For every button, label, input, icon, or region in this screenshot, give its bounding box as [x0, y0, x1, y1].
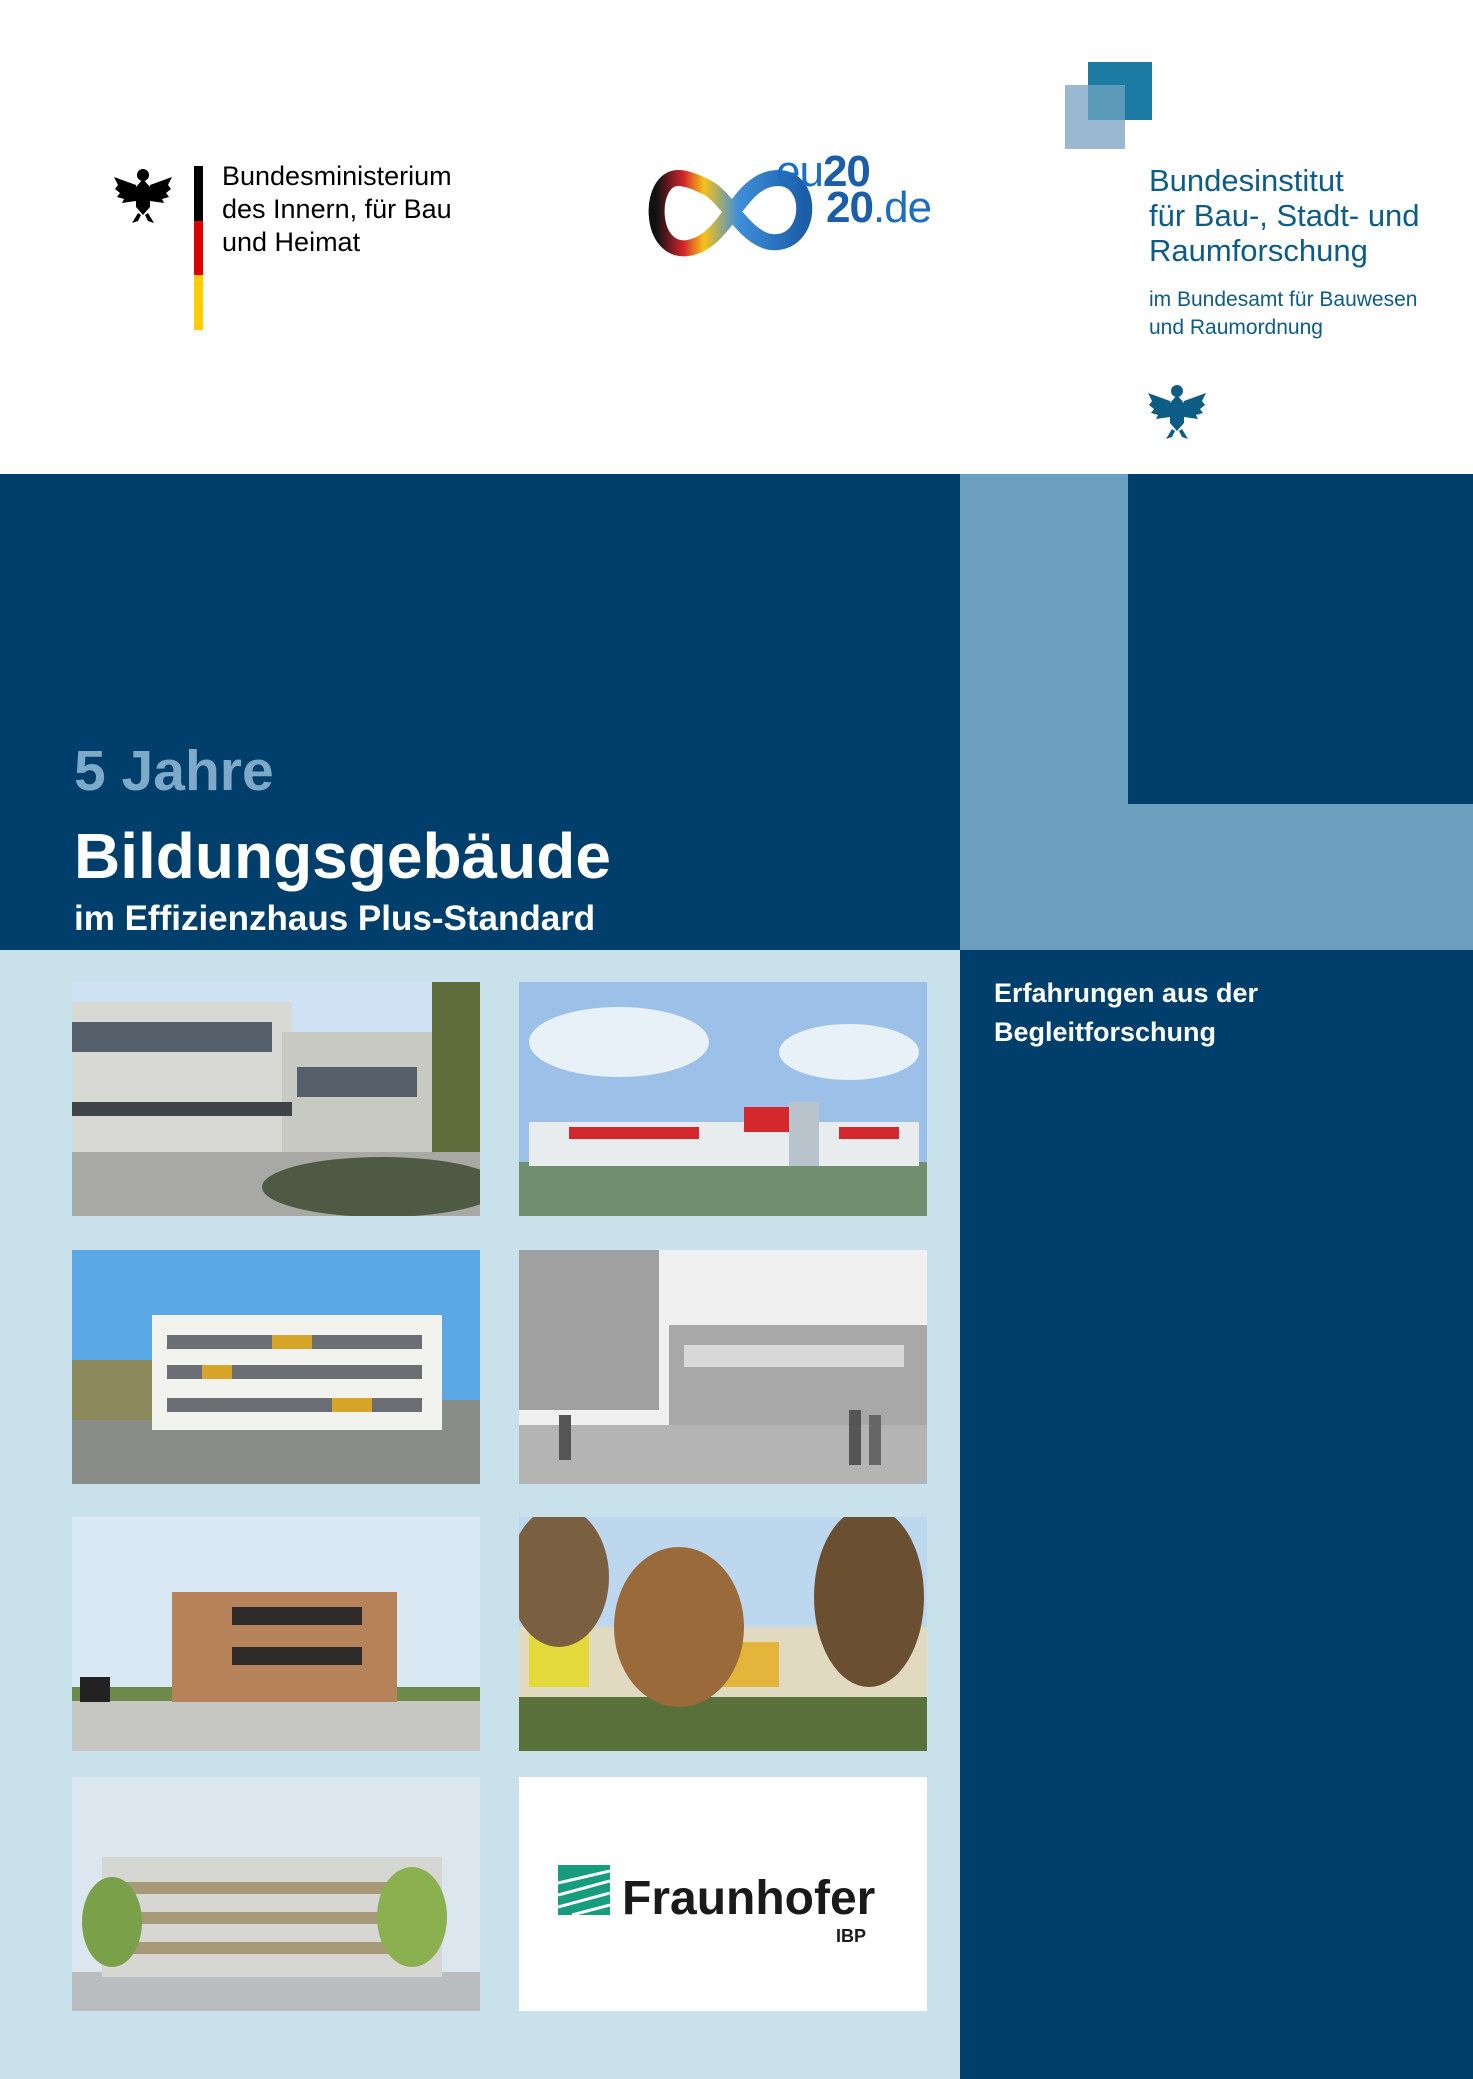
side-text-line: Begleitforschung — [994, 1017, 1217, 1047]
side-text-line: Erfahrungen aus der — [994, 978, 1259, 1008]
bbsr-line: Bundesinstitut — [1149, 163, 1344, 198]
side-panel-square — [1128, 474, 1473, 804]
fraunhofer-unit: IBP — [836, 1926, 867, 1946]
bbsr-logo-square — [1088, 85, 1125, 120]
bbsr-title — [1149, 163, 1420, 268]
cover-years: 5 Jahre — [74, 739, 274, 803]
building-photo — [72, 1777, 480, 2011]
eu-text: eu — [776, 147, 823, 196]
fraunhofer-logo-icon — [558, 1865, 610, 1915]
german-flag-bar — [194, 166, 203, 330]
cover-title: Bildungsgebäude — [74, 820, 611, 892]
eu-number: 20 — [826, 183, 873, 232]
bbsr-line: Raumforschung — [1149, 233, 1368, 268]
federal-eagle-icon — [112, 163, 174, 225]
bbsr-subtitle — [1149, 286, 1417, 342]
cover-side-text — [994, 974, 1258, 1052]
cover-subtitle: im Effizienzhaus Plus-Standard — [74, 899, 596, 938]
building-photo — [519, 1517, 927, 1751]
building-photo — [519, 1250, 927, 1484]
bmi-line: Bundesministerium — [222, 161, 452, 191]
bbsr-sub-line: im Bundesamt für Bauwesen — [1149, 288, 1418, 311]
building-photo — [72, 1250, 480, 1484]
bbsr-sub-line: und Raumordnung — [1149, 316, 1323, 339]
bmi-line: des Innern, für Bau — [222, 194, 452, 224]
eu-domain: .de — [872, 183, 932, 232]
bmi-line: und Heimat — [222, 227, 361, 257]
bmi-logo-text — [222, 160, 452, 259]
building-photo — [519, 982, 927, 1216]
bbsr-line: für Bau-, Stadt- und — [1149, 198, 1420, 233]
building-photo — [72, 1517, 480, 1751]
fraunhofer-name: Fraunhofer — [622, 1872, 876, 1925]
eu2020-text-line2 — [826, 183, 932, 232]
building-photo — [72, 982, 480, 1216]
eu-number: 20 — [822, 147, 870, 196]
federal-eagle-icon — [1144, 379, 1210, 441]
